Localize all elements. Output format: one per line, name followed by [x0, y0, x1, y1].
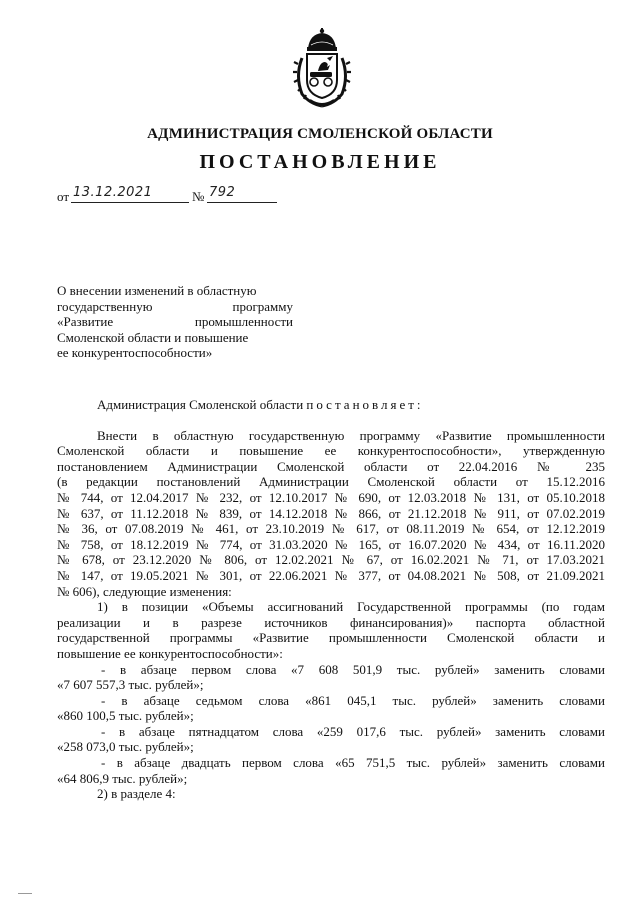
body-line: - в абзаце двадцать первом слова «65 751,5 тыс. рублей» заменить словами: [101, 755, 605, 771]
body-line: № 36, от 07.08.2019 № 461, от 23.10.2019 № 617, от 08.11.2019 № 654, от 12.12.2019: [57, 521, 605, 537]
body-line: 2) в разделе 4:: [97, 786, 176, 802]
subject-word: программу: [232, 298, 293, 314]
body-line: № 637, от 11.12.2018 № 839, от 14.12.2018 № 866, от 21.12.2018 № 911, от 07.02.2019: [57, 505, 605, 521]
date-underline: [71, 202, 189, 203]
preamble-text: Администрация Смоленской области: [97, 397, 307, 412]
body-line: «64 806,9 тыс. рублей»;: [57, 770, 188, 786]
coat-of-arms-icon: [292, 28, 352, 110]
body-line: - в абзаце седьмом слова «861 045,1 тыс. рублей» заменить словами: [101, 692, 605, 708]
subject-line: ее конкурентоспособности»: [57, 345, 213, 360]
body-line: государственной программы «Развитие промышленности Смоленской области и: [57, 630, 605, 646]
subject-word: промышленности: [194, 314, 293, 329]
subject-line: [57, 314, 293, 330]
number-value: 792: [209, 185, 236, 200]
subject-line: [57, 299, 293, 315]
body-line: «7 607 557,3 тыс. рублей»;: [57, 677, 204, 693]
body-line: повышение ее конкурентоспособности»:: [57, 645, 283, 661]
body-line: реализации и в разрезе источников финансирования)» паспорта областной: [57, 614, 605, 630]
date-value: 13.12.2021: [73, 185, 153, 200]
number-prefix: №: [192, 189, 205, 204]
body-line: № 147, от 19.05.2021 № 301, от 22.06.2021 № 377, от 04.08.2021 № 508, от 21.09.2021: [57, 567, 605, 583]
date-number-line: [57, 185, 287, 205]
document-type-title: ПОСТАНОВЛЕНИЕ: [199, 151, 441, 173]
body-line: № 758, от 18.12.2019 № 774, от 31.03.2020 № 165, от 16.07.2020 № 434, от 16.11.2020: [57, 536, 605, 552]
subject-line: Смоленской области и повышение: [57, 329, 249, 345]
subject-line: О внесении изменений в областную: [57, 283, 257, 298]
document-subject: [57, 283, 293, 361]
body-line: Внести в областную государственную программу «Развитие промышленности: [97, 427, 605, 443]
body-line: Смоленской области и повышение ее конкурентоспособности», утвержденную: [57, 443, 605, 459]
body-line: 1) в позиции «Объемы ассигнований Государственной программы (по годам: [97, 599, 605, 615]
body-line: (в редакции постановлений Администрации Смоленской области от 15.12.2016: [57, 474, 605, 490]
body-line: № 678, от 23.12.2020 № 806, от 12.02.2021 № 67, от 16.02.2021 № 71, от 17.03.2021: [57, 552, 605, 568]
body-line: - в абзаце пятнадцатом слова «259 017,6 тыс. рублей» заменить словами: [101, 723, 605, 739]
body-line: постановлением Администрации Смоленской области от 22.04.2016 № 235: [57, 458, 605, 474]
scan-mark: [18, 893, 32, 894]
date-prefix: от: [57, 189, 70, 204]
body-line: № 744, от 12.04.2017 № 232, от 12.10.2017 № 690, от 12.03.2018 № 131, от 05.10.2018: [57, 489, 605, 505]
subject-word: государственную: [57, 298, 153, 314]
body-line: «258 073,0 тыс. рублей»;: [57, 739, 194, 755]
preamble: [57, 397, 605, 413]
organization-title: АДМИНИСТРАЦИЯ СМОЛЕНСКОЙ ОБЛАСТИ: [147, 126, 493, 142]
subject-word: «Развитие: [57, 314, 114, 329]
body-line: «860 100,5 тыс. рублей»;: [57, 708, 194, 724]
body-line: - в абзаце первом слова «7 608 501,9 тыс. рублей» заменить словами: [101, 661, 605, 677]
document-body: [57, 397, 605, 802]
body-line: № 606), следующие изменения:: [57, 583, 232, 599]
number-underline: [207, 202, 277, 203]
preamble-verb: постановляет:: [306, 397, 424, 412]
